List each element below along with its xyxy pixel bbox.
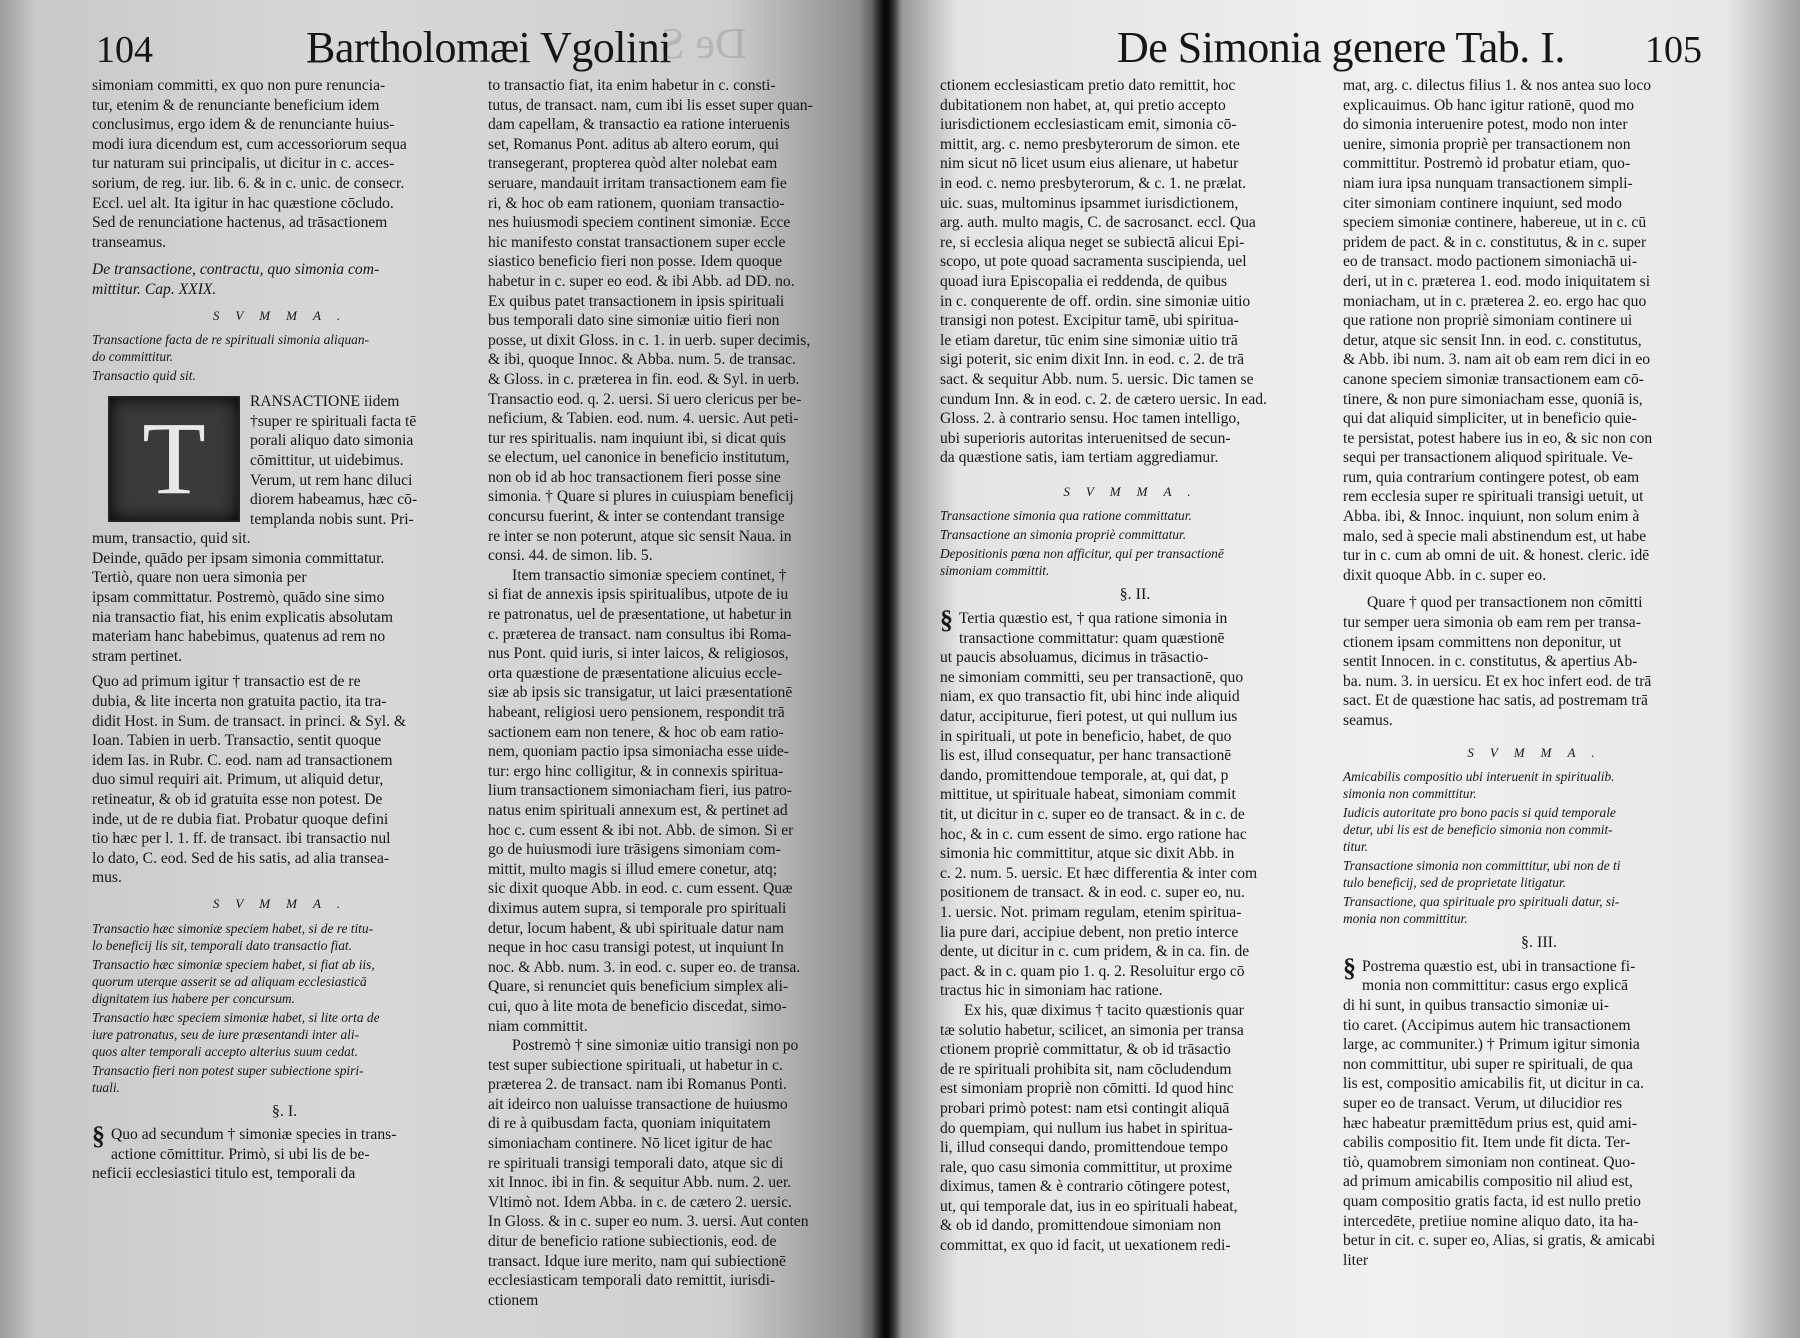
summary-item-4: Transactione, qua spirituale pro spirituali datur, si- monia non committitur.: [1343, 894, 1620, 927]
left-folio: 104: [96, 29, 153, 71]
summa-heading: SVMMA.: [212, 307, 357, 323]
summary-item-1: Transactione simonia qua ratione committatur.: [940, 508, 1192, 524]
paragraph: Quo ad primum igitur † transactio est de re dubia, & lite incerta non gratuita pactio, ita tra- didit Host. in Sum. de transact. in princi. & Syl. & Ioan. Tabien in uerb. Transactio, sentit quoque idem Ias. in Rubr. C. eod. nam ad transactionem duo simul requiri ait. Primum, ut aliquid detur, retineatur, & ob id gratuita esse non potest. De inde, ut de re dubia fiat. Probatur quoque defini tio hæc per l. 1. ff. de transact. ibi transactio nul lo dato, C. eod. Sed de his satis, ad alia transea- mus.: [92, 673, 407, 887]
show-through-ghost: De S: [660, 19, 747, 68]
summary-item-3: Transactio hæc speciem simoniæ habet, si lite orta de iure patronatus, seu de iure præsentandi inter ali- quos alter temporali accepto alterius suum cedat.: [92, 1009, 380, 1059]
paragraph: Postremò † sine simoniæ uitio transigi non po test super subiectione spirituali, ut habetur in c. præterea 2. de transact. nam ibi Romanus Ponti. ait ideirco non ualuisse transactione de huiusmo di re à quibusdam facta, quoniam iniquitatem simoniacham continere. Nō licet igitur de hac re spirituali transigi temporali dato, atque sic di xit Innoc. ibi in fin. & sequitur Abb. num. 2. uer. Vltimò not. Idem Abba. in c. de cætero 2. uersic. In Gloss. & in c. super eo num. 3. uersi. Aut conten ditur de beneficio ratione subiectionis, eod. de transact. Idque iure merito, nam qui subiectionē ecclesiasticam temporali dato remittit, iurisdi- ctionem: [488, 1037, 809, 1309]
summary-item-2: Transactio quid sit.: [92, 368, 196, 384]
summa-heading: SVMMA.: [212, 895, 357, 911]
pilcrow-icon: §: [1343, 952, 1356, 982]
summary-item-1: Transactione facta de re spirituali simonia aliquan- do committitur.: [92, 332, 369, 365]
summary-item-3: Depositionis pœna non afficitur, qui per transactionē simoniam committit.: [940, 546, 1224, 579]
right-folio: 105: [1645, 29, 1702, 71]
summary-item-2: Transactione an simonia propriè committatur.: [940, 527, 1187, 543]
paragraph: Ex his, quæ diximus † tacito quæstionis quar tæ solutio habetur, scilicet, an simonia per transa ctionem propriè committatur, & ob id trāsactio de re spirituali prohibita sit, nam cōcludendum est simoniam propriè non cōmitti. Id quod hinc probari primò potest: nam etsi contingit aliquā do quempiam, qui nullum ius habet in spiritua- li, illud consequi dando, promittendoue tempo rale, quo casu simonia committitur, ut proxime diximus, tamen & è contrario cōtingere potest, ut, qui temporale dat, ius in eo spirituali habeat, & ob id dando, promittendoue simoniam non committat, ex quo id facit, ut uexationem redi-: [940, 1001, 1244, 1255]
left-page: [0, 0, 885, 1338]
paragraph: simoniam committi, ex quo non pure renuncia- tur, etenim & de renunciante beneficium idem conclusimus, ergo idem & de renunciante huius- modi iura dicendum est, cum accessoriorum sequa tur naturam sui principalis, ut dicitur in c. acces- sorium, de reg. iur. lib. 6. & in c. unic. de consecr. Eccl. uel alt. Ita igitur in hac quæstione cōcludo. Sed de renunciatione hactenus, ad trāsactionem transeamus.: [92, 77, 407, 251]
paragraph: Item transactio simoniæ speciem continet, † si fiat de annexis ipsis spiritualibus, utpote de iu re patronatus, uel de præsentatione, ut habetur in c. præterea de transact. nam consultus ibi Roma- nus Pont. quid iuris, si inter laicos, & religiosos, orta quæstione de præsentatione alicuius eccle- siæ ab ipsis sic transigatur, ut laici præsentationē habeant, religiosi uero pensionem, respondit trā sactionem eam non tenere, & hoc ob eam ratio- nem, quoniam pactio ipsa simoniacha esse uide- tur: ergo hinc colligitur, & in connexis spiritua- lium transactionem simoniacham fieri, ius patro- natus enim spirituali annexum est, & pertinet ad hoc c. cum essent & ibi not. Abb. de simon. Si er go de huiusmodi iure trāsigens simoniam com- mittit, multo magis si illud emere conetur, atq; sic dixit quoque Abb. in eod. c. cum essent. Quæ diximus autem supra, si temporale pro spirituali detur, locum habent, & ubi spirituale datur nam neque in hoc casu transigi potest, ut inquiunt In noc. & Abb. num. 3. in eod. c. super eo. de transa. Quare, si renunciet quis beneficium simplex ali- cui, quo à lite mota de beneficio discedat, simo- niam committit.: [488, 566, 801, 1035]
pilcrow-icon: §: [940, 605, 953, 635]
paragraph: Tertia quæstio est, † qua ratione simonia in transactione committatur: quam quæstionē ut paucis absoluamus, dicimus in trāsactio- ne simoniam committi, seu per transactionē, quo niam, ex quo transactio fit, ubi hinc inde aliquid datur, accipiturue, fieri potest, ut qui nullum ius in spirituali, ut pote in beneficio, habet, de quo lis est, illud consequatur, per hanc transactionē dando, promittendoue temporale, at, qui dat, p mittitue, ut spirituale habeat, simoniam commit tit, ut dicitur in c. super eo de transact. & in c. de hoc, & in c. cum essent de simo. ergo ratione hac simonia hic committitur, atque sic dixit Abb. in c. 2. num. 5. uersic. Et hæc differentia & inter com positionem de transact. & in eod. c. super eo, nu. 1. uersic. Not. primam regulam, etenim spiritua- lia pure dari, accipiue debent, non pretio interce dente, ut dicitur in c. cum pridem, & in ca. fin. de pact. & in c. quam pio 1. q. 2. Resoluitur ergo cō tractus hic in simoniam hac ratione.: [940, 610, 1258, 1000]
summary-item-4: Transactio fieri non potest super subiectione spiri- tuali.: [92, 1062, 364, 1095]
right-column-2: [1343, 76, 1735, 1270]
left-running-head: Bartholomæi Vgolini: [306, 23, 671, 72]
right-column-1: [940, 76, 1330, 1256]
summa-heading: SVMMA.: [1063, 483, 1207, 499]
book-gutter: [872, 0, 900, 1338]
paragraph: Quo ad secundum † simoniæ species in trans- actione cōmittitur. Primò, si ubi lis de be- neficii ecclesiastici titulo est, temporali da: [92, 1126, 397, 1183]
pilcrow-icon: §: [92, 1121, 105, 1151]
summary-item-1: Amicabilis compositio ubi interuenit in spiritualib. simonia non committitur.: [1343, 769, 1615, 802]
paragraph: to transactio fiat, ita enim habetur in c. consti- tutus, de transact. nam, cum ibi lis esset super quan- dam capellam, & transactio ea ratione interuenis set, Romanus Pont. aditus ab altero eorum, qui transegerant, propterea quòd alter nolebat eam seruare, mandauit irritam transactionem eam fie ri, & hoc ob eam rationem, quoniam transactio- nes huiusmodi speciem continent simoniæ. Ecce hic manifesto constat transactionem super eccle siastico beneficio fieri non posse. Idem quoque habetur in c. super eo eod. & ibi Abb. ad DD. no. Ex quibus patet transactionem in ipsis spirituali bus temporali dato sine simoniæ uitio fieri non posse, ut dixit Gloss. in c. 1. in uerb. super decimis, & ibi, quoque Innoc. & Abba. num. 5. de transac. & Gloss. in c. præterea in fin. eod. & Syl. in uerb. Transactio eod. q. 2. uersi. Si uero clericus per be- neficium, & Tabien. eod. num. 4. uersic. Aut peti- tur res spiritualis. nam inquiunt ibi, si dicat quis se electum, uel canonice in beneficio institutum, non ob id ab hoc transactionem fieri posse sine simonia. † Quare si plures in cuiuspiam beneficij concursu fuerint, & inter se contendant transige re inter se non poterunt, atque sic sensit Naua. in consi. 44. de simon. lib. 5.: [488, 77, 813, 565]
decorated-initial-icon: T: [108, 396, 240, 522]
right-page: [885, 0, 1800, 1338]
chapter-heading: De transactione, contractu, quo simonia com- mittitur. Cap. XXIX.: [92, 261, 380, 298]
right-running-head: De Simonia genere Tab. I.: [1117, 23, 1565, 72]
section-heading: §. I.: [271, 1102, 298, 1120]
summa-heading: SVMMA.: [1467, 744, 1611, 760]
paragraph: ctionem ecclesiasticam pretio dato remittit, hoc dubitationem non habet, at, qui pretio accepto iurisdictionem ecclesiasticam emit, simonia cō- mittit, arg. c. nemo presbyterorum de simon. ete nim sicut nō licet usum eius alienare, ut habetur in eod. c. nemo presbyterorum, & c. 1. ne prælat. uic. suas, multominus ipsammet iurisdictionem, arg. auth. multo magis, C. de sacrosanct. eccl. Qua re, si ecclesia aliqua neget se subiectā alicui Epi- scopo, ut pote quoad sacramenta suscipienda, uel quoad iura Episcopalia ei reddenda, de quibus in c. conquerente de off. ordin. sine simoniæ uitio transigi non potest. Excipitur tamē, ubi spiritua- le etiam daretur, tūc enim sine simoniæ uitio trā sigi poterit, sic enim dixit Inn. in eod. c. 2. de trā sact. & sequitur Abb. num. 5. uersic. Dic tamen se cundum Inn. & in eod. c. 2. de cætero uersic. In ead. Gloss. 2. à contrario sensu. Hoc tamen intelligo, ubi superioris autoritas interuenitsed de secun- da quæstione satis, iam tertiam aggrediamur.: [940, 77, 1267, 467]
left-column-1: [92, 76, 477, 1184]
paragraph: mat, arg. c. dilectus filius 1. & nos antea suo loco explicauimus. Ob hanc igitur rationē, quod mo do simonia interuenire potest, modo non inter uenire, simonia propriè per transactionem non committitur. Postremò id probatur etiam, quo- niam iura ipsa nunquam transactionem simpli- citer simoniam continere inquiunt, sed modo speciem simoniæ continere, habereue, ut in c. cū pridem de pact. & in c. constitutus, & in c. super eo de transact. modo pactionem simoniachā ui- deri, ut in c. præterea 1. eod. modo iniquitatem si moniacham, ut in c. præterea 2. eo. ergo hac quo que ratione non propriè simoniam continere ui detur, atque sic sensit Inn. in eod. c. constitutus, & Abb. ibi num. 3. nam ait ob eam rem dici in eo canone speciem simoniæ transactionem eam cō- tinere, & non pure simoniacham esse, quoniā is, qui dat aliquid simpliciter, ut in beneficio quie- te persistat, potest habere ius in eo, & sic non con sequi per transactionem aliquod spirituale. Ve- rum, quia contrarium contingere potest, ob eam rem ecclesia super re spirituali transigi uetuit, ut Abba. ibi, & Innoc. inquiunt, non solum enim à malo, sed à specie mali abstinendum est, ut habe tur in c. cum ab omni de uit. & honest. cleric. idē dixit quoque Abb. in c. super eo.: [1343, 77, 1653, 584]
summary-item-2: Transactio hæc simoniæ speciem habet, si fiat ab iis, quorum uterque asserit se ad aliquam ecclesiasticā dignitatem ius habere per concursum.: [92, 956, 375, 1006]
paragraph: RANSACTIONE iidem †super re spirituali facta tē porali aliquo dato simonia cōmittitur, ut uidebimus. Verum, ut rem hanc diluci diorem habeamus, hæc cō- templanda nobis sunt. Pri- mum, transactio, quid sit. Deinde, quādo per ipsam simonia committatur. Tertiò, quare non uera simonia per ipsam committatur. Postremò, quādo sine simo nia transactio fiat, his enim explicatis absolutam materiam hanc habebimus, quatenus ad rem no stram pertinet.: [92, 393, 418, 665]
paragraph: Quare † quod per transactionem non cōmitti tur semper uera simonia ob eam rem per transa- ctionem ipsam committens non deponitur, ut sentit Innocen. in c. constitutus, & apertius Ab- ba. num. 3. in uersicu. Et ex hoc infert eod. de trā sact. Et de quæstione hac satis, ad postremam trā seamus.: [1343, 594, 1652, 729]
paragraph: Postrema quæstio est, ubi in transactione fi- monia non committitur: casus ergo explicā di hi sunt, in quibus transactio simoniæ ui- tio caret. (Accipimus autem hic transactionem large, ac communiter.) † Primum igitur simonia non committitur, ubi super re spirituali, de qua lis est, compositio amicabilis fit, ut dicitur in ca. super eo de transact. Verum, ut dilucidior res hæc habeatur præmittēdum prius est, quid ami- cabilis compositio fit. Item unde fit dicta. Ter- tiò, quamobrem simoniam non contineat. Quo- ad primum amicabilis compositio nil aliud est, quam compositio gratis facta, id est nullo pretio intercedēte, pretiiue nomine aliquo dato, ita ha- betur in cit. c. super eo, Alias, si gratis, & amicabi liter: [1343, 957, 1656, 1269]
left-column-2: [488, 76, 860, 1310]
summary-item-2: Iudicis autoritate pro bono pacis si quid temporale detur, ubi lis est de beneficio simonia non commit- titur.: [1343, 805, 1616, 855]
section-heading: §. II.: [1119, 586, 1151, 604]
section-heading: §. III.: [1521, 934, 1557, 952]
summary-item-1: Transactio hæc simoniæ speciem habet, si de re titu- lo beneficij lis sit, temporali dato transactio fiat.: [92, 920, 374, 953]
summary-item-3: Transactione simonia non committitur, ubi non de ti tulo beneficij, sed de proprietate litigatur.: [1343, 858, 1621, 891]
